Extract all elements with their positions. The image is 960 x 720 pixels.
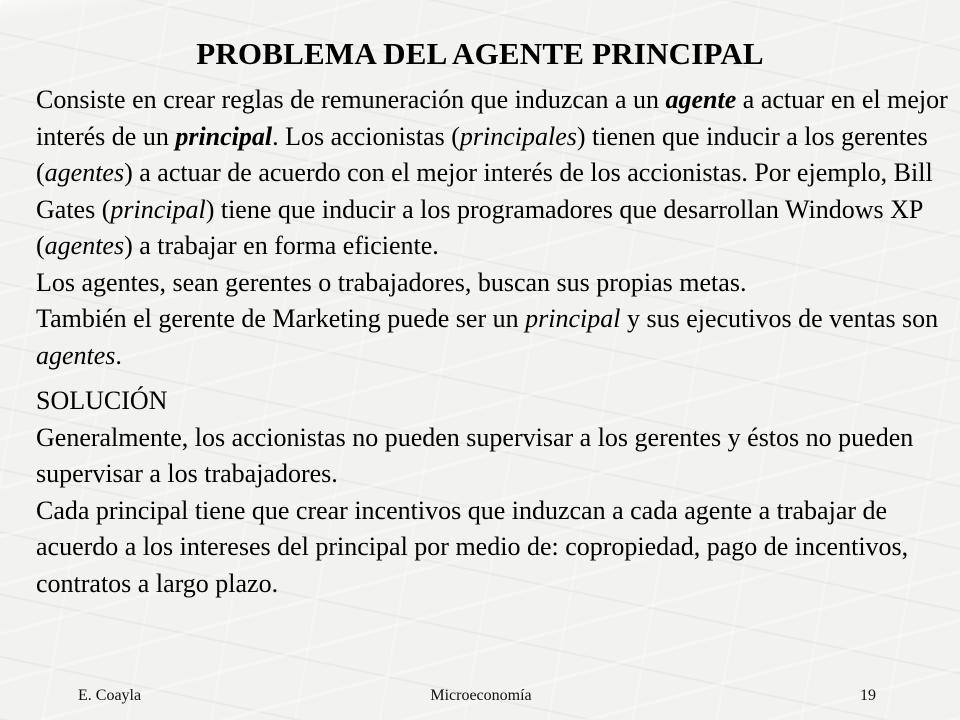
footer-author: E. Coayla (78, 687, 142, 704)
paragraph-marketing-example (36, 301, 956, 374)
text-run: a actuar en el mejor interés de un (36, 85, 948, 151)
term-agente: agente (665, 85, 737, 114)
text-run: y sus ejecutivos de ventas son (620, 304, 939, 333)
solution-heading: SOLUCIÓN (36, 386, 168, 415)
slide-title: PROBLEMA DEL AGENTE PRINCIPAL (196, 36, 764, 71)
paragraph-definition (36, 82, 956, 265)
text-run: . Los accionistas ( (272, 121, 460, 151)
footer-subject: Microeconomía (430, 687, 532, 704)
text-run: También el gerente de Marketing puede ser un (36, 304, 526, 333)
spacer (36, 374, 956, 383)
text-run: . (115, 340, 122, 370)
slide-body (36, 82, 956, 602)
paragraph-supervision: Generalmente, los accionistas no pueden supervisar a los gerentes y éstos no pueden supervisar a los trabajadores. (36, 422, 914, 488)
text-run: ) tienen que inducir a los gerentes ( (36, 121, 928, 187)
term-agentes: agentes (36, 340, 116, 370)
term-principales: principales (459, 121, 577, 151)
text-run: ) a actuar de acuerdo con el mejor interés de los accionistas. Por ejemplo, Bill Gates ( (36, 158, 933, 224)
term-principal: principal (110, 194, 206, 224)
term-agentes: agentes (44, 231, 125, 260)
paragraph-incentives: Cada principal tiene que crear incentivos que induzcan a cada agente a trabajar de acuerdo a los intereses del principal por medio de: copropiedad, pago de incentivos, contratos a largo plazo. (36, 495, 909, 598)
term-agentes: agentes (44, 158, 125, 187)
term-principal: principal (175, 121, 273, 151)
footer-page-number: 19 (860, 687, 876, 704)
paragraph-agents-goals: Los agentes, sean gerentes o trabajadores, buscan sus propias metas. (36, 267, 747, 297)
term-principal: principal (525, 304, 621, 333)
text-run: ) tiene que inducir a los programadores que desarrollan Windows XP ( (36, 194, 923, 260)
text-run: ) a trabajar en forma eficiente. (124, 231, 439, 260)
text-run: Consiste en crear reglas de remuneración que induzcan a un (36, 85, 666, 114)
